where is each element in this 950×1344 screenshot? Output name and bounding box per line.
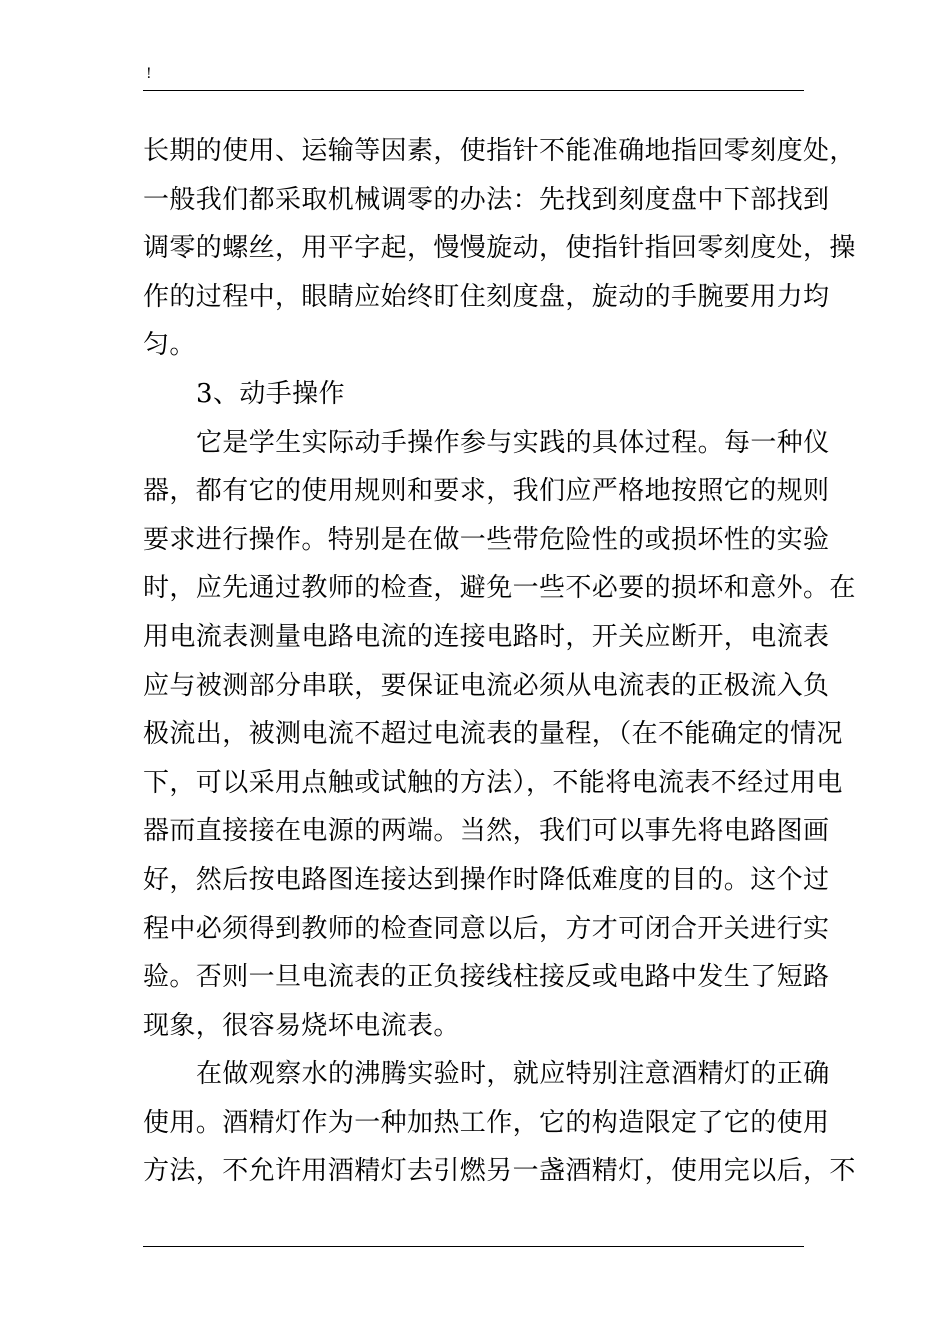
text-line: 好，然后按电路图连接达到操作时降低难度的目的。这个过: [143, 864, 830, 895]
text-line: 程中必须得到教师的检查同意以后，方才可闭合开关进行实: [143, 913, 830, 944]
text-line: 长期的使用、运输等因素，使指针不能准确地指回零刻度处，: [143, 136, 856, 166]
text-line: 方法，不允许用酒精灯去引燃另一盏酒精灯，使用完以后，不: [143, 1156, 856, 1187]
text-line: 器，都有它的使用规则和要求，我们应严格地按照它的规则: [143, 476, 830, 507]
text-line: 用电流表测量电路电流的连接电路时，开关应断开，电流表: [143, 621, 830, 652]
text-line: 应与被测部分串联，要保证电流必须从电流表的正极流入负: [143, 670, 830, 701]
text-line: 时，应先通过教师的检查，避免一些不必要的损坏和意外。在: [143, 573, 856, 604]
text-line: 在做观察水的沸腾实验时，就应特别注意酒精灯的正确: [196, 1059, 830, 1090]
text-line: 一般我们都采取机械调零的办法：先找到刻度盘中下部找到: [143, 184, 830, 215]
text-line: 要求进行操作。特别是在做一些带危险性的或损坏性的实验: [143, 524, 830, 555]
text-line: 使用。酒精灯作为一种加热工作，它的构造限定了它的使用: [143, 1107, 830, 1138]
text-line: 现象，很容易烧坏电流表。: [143, 1010, 460, 1041]
section-heading: 3、动手操作: [196, 378, 345, 409]
footer-rule: [143, 1246, 804, 1247]
text-line: 验。否则一旦电流表的正负接线柱接反或电路中发生了短路: [143, 962, 830, 993]
header-rule: [143, 90, 804, 91]
text-line: 匀。: [143, 330, 196, 361]
text-line: 下，可以采用点触或试触的方法），不能将电流表不经过用电: [143, 767, 843, 798]
text-line: 极流出，被测电流不超过电流表的量程，（在不能确定的情况: [143, 719, 843, 750]
text-line: 它是学生实际动手操作参与实践的具体过程。每一种仪: [196, 427, 830, 458]
page-header-mark: !: [146, 66, 152, 82]
text-line: 器而直接接在电源的两端。当然，我们可以事先将电路图画: [143, 816, 830, 847]
text-line: 作的过程中，眼睛应始终盯住刻度盘，旋动的手腕要用力均: [143, 281, 830, 312]
document-body: [143, 127, 856, 1196]
text-line: 调零的螺丝，用平字起，慢慢旋动，使指针指回零刻度处，操: [143, 233, 856, 264]
